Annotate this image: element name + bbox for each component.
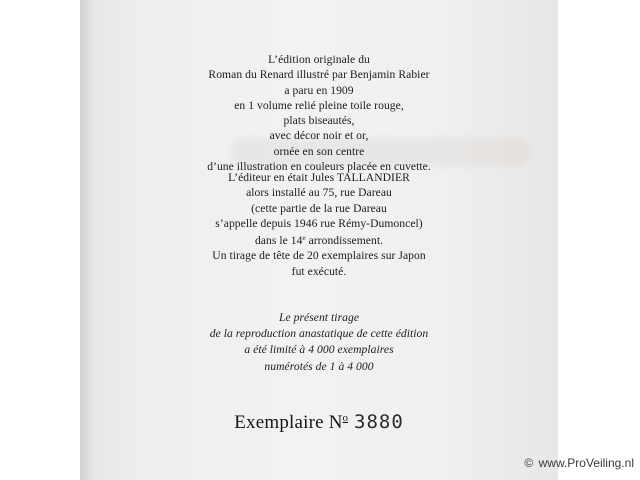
colophon-line: Un tirage de tête de 20 exemplaires sur Japon — [212, 249, 426, 263]
colophon-line: a été limité à 4 000 exemplaires — [244, 343, 394, 357]
number-sign — [329, 412, 348, 433]
colophon-line: s’appelle depuis 1946 rue Rémy-Dumoncel) — [215, 216, 423, 230]
arrondissement-text: dans le 14 — [254, 234, 303, 248]
stamped-copy-number: 3880 — [354, 411, 404, 433]
exemplaire-label: Exemplaire — [234, 412, 324, 433]
watermark-site: www.ProVeiling.nl — [538, 456, 634, 470]
colophon-line: numérotés de 1 à 4 000 — [264, 359, 374, 373]
colophon-line: L’édition originale du — [268, 53, 370, 66]
colophon-line: (cette partie de la rue Dareau — [251, 201, 387, 215]
colophon-line: a paru en 1909 — [284, 83, 354, 97]
colophon-reproduction — [80, 310, 558, 375]
colophon-line: Roman du Renard illustré par Benjamin Rabier — [208, 68, 430, 82]
colophon-line — [80, 231, 558, 248]
colophon-line: ornée en son centre — [273, 144, 365, 158]
proveiling-watermark — [524, 456, 634, 470]
colophon-line: fut exécuté. — [291, 264, 347, 278]
colophon-line: en 1 volume relié pleine toile rouge, — [234, 98, 404, 112]
copy-number — [80, 411, 558, 434]
colophon-line: alors installé au 75, rue Dareau — [246, 186, 392, 200]
colophon-line: Le présent tirage — [278, 311, 360, 324]
superscript-e: e — [302, 234, 306, 243]
colophon-original-edition — [80, 52, 558, 174]
book-page — [80, 0, 558, 480]
number-sign-sup: o — [342, 412, 349, 424]
copyright-icon: © — [524, 456, 534, 470]
colophon-line: plats biseautés, — [283, 114, 355, 128]
colophon-line: L’éditeur en était Jules TALLANDIER — [228, 171, 410, 184]
colophon-line: de la reproduction anastatique de cette édition — [209, 327, 429, 341]
colophon-line: d’une illustration en couleurs placée en cuvette. — [207, 160, 431, 174]
arrondissement-suffix: arrondissement. — [305, 234, 384, 248]
colophon-line: avec décor noir et or, — [269, 129, 369, 143]
colophon-publisher — [80, 170, 558, 279]
number-sign-letter: N — [328, 412, 343, 433]
